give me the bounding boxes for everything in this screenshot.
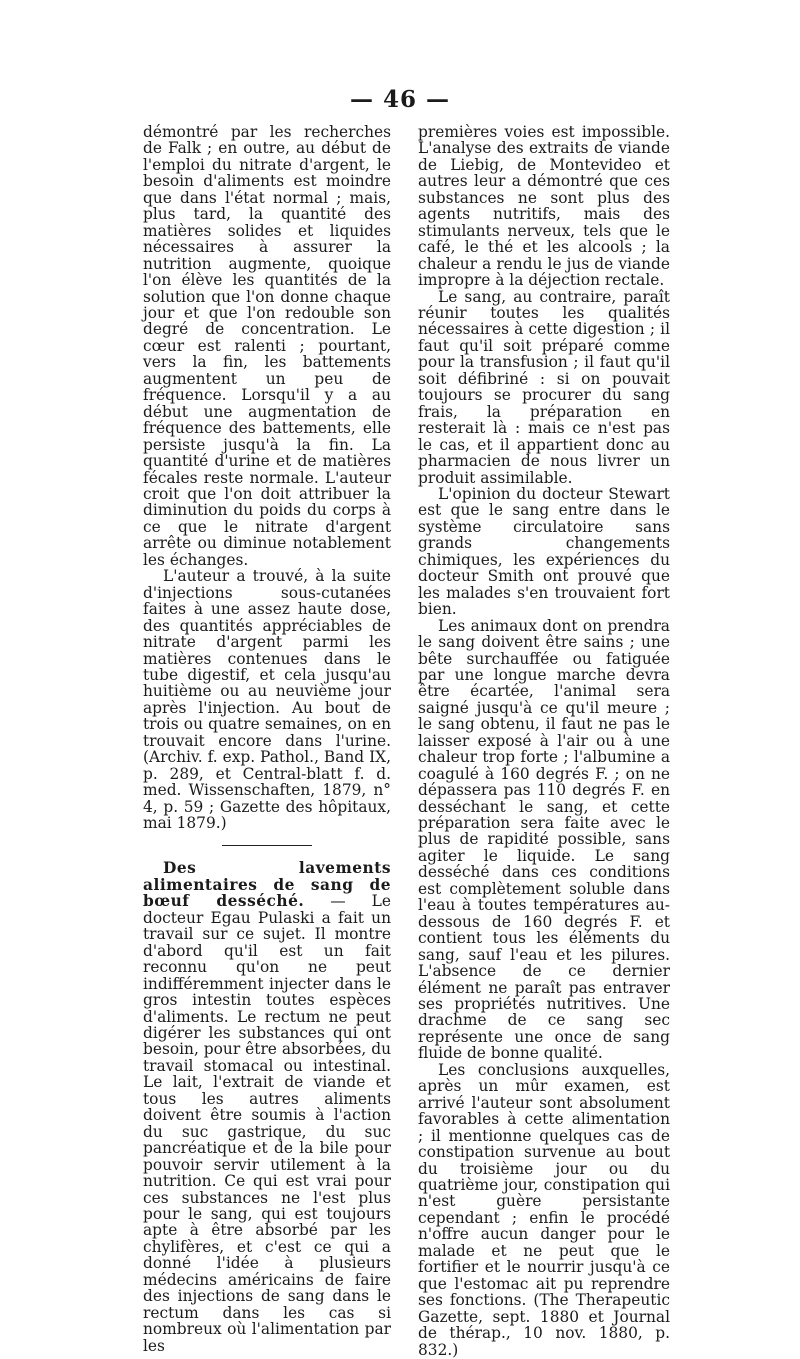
- section-paragraph: [143, 860, 391, 1354]
- paragraph: premières voies est impossible. L'analyse des extraits de viande de Liebig, de Montevideo et autres leur a démontré que ces substances ne sont plus des agents nutritifs, mais des stimulants nerveux, tels que le café, le thé et les alcools ; la chaleur a rendu le jus de viande impropre à la déjection rectale.: [418, 123, 670, 290]
- page-number: — 46 —: [349, 86, 451, 113]
- left-column: [143, 124, 391, 1354]
- paragraph: L'opinion du docteur Stewart est que le sang entre dans le système circulatoire sans grands changements chimiques, les expériences du docteur Smith ont prouvé que les malades s'en trouvaient fort bien.: [418, 484, 670, 619]
- paragraph: Les animaux dont on prendra le sang doivent être sains ; une bête surchauffée ou fatiguée par une longue marche devra être écartée, l'animal sera saigné jusqu'à ce qu'il meure ; le sang obtenu, il faut ne pas le laisser exposé à l'air ou à une chaleur trop forte ; l'albumine a coagulé à 160 degrés F. ; on ne dépassera pas 110 degrés F. en desséchant le sang, et cette préparation sera faite avec le plus de rapidité possible, sans agiter le liquide. Le sang desséché dans ces conditions est complètement soluble dans l'eau à toutes températures au-dessous de 160 degrés F. et contient tous les éléments du sang, sauf l'eau et les pilures. L'absence de ce dernier élément ne paraît pas entraver ses propriétés nutritives. Une drachme de ce sang sec représente une once de sang fluide de bonne qualité.: [418, 616, 670, 1063]
- paragraph: démontré par les recherches de Falk ; en outre, au début de l'emploi du nitrate d'argent, le besoin d'aliments est moindre que dans l'état normal ; mais, plus tard, la quantité des matières solides et liquides nécessaires à assurer la nutrition augmente, quoique l'on élève les quantités de la solution que l'on donne chaque jour et que l'on redouble son degré de concentration. Le cœur est ralenti ; pourtant, vers la fin, les battements augmentent un peu de fréquence. Lorsqu'il y a au début une augmentation de fréquence des battements, elle persiste jusqu'à la fin. La quantité d'urine et de matières fécales reste normale. L'auteur croit que l'on doit attribuer la diminution du poids du corps à ce que le nitrate d'argent arrête ou diminue notablement les échanges.: [143, 123, 391, 569]
- section-heading: Des lavements alimentaires de sang de bœuf desséché.: [143, 859, 391, 911]
- paragraph: Le sang, au contraire, paraît réunir toutes les qualités nécessaires à cette digestion ; il faut qu'il soit préparé comme pour la transfusion ; il faut qu'il soit défibriné : si on pouvait toujours se procurer du sang frais, la préparation en resterait là : mais ce n'est pas le cas, et il appartient donc au pharmacien de nous livrer un produit assimilable.: [418, 287, 670, 487]
- right-column: [418, 124, 670, 1358]
- section-text: — Le docteur Egau Pulaski a fait un travail sur ce sujet. Il montre d'abord qu'il est un fait reconnu qu'on ne peut indifféremment injecter dans le gros intestin toutes espèces d'aliments. Le rectum ne peut digérer les substances qui ont besoin, pour être absorbées, du travail stomacal ou intestinal. Le lait, l'extrait de viande et tous les autres aliments doivent être soumis à l'action du suc gastrique, du suc pancréatique et de la bile pour pouvoir servir utilement à la nutrition. Ce qui est vrai pour ces substances ne l'est plus pour le sang, qui est toujours apte à être absorbé par les chylifères, et c'est ce qui a donné l'idée à plusieurs médecins américains de faire des injections de sang dans le rectum dans les cas si nombreux où l'alimentation par les: [143, 892, 391, 1355]
- section-divider: [222, 845, 312, 846]
- paragraph: Les conclusions auxquelles, après un mûr examen, est arrivé l'auteur sont absolument favorables à cette alimentation ; il mentionne quelques cas de constipation survenue au bout du troisième jour ou du quatrième jour, constipation qui n'est guère persistante cependant ; enfin le procédé n'offre aucun danger pour le malade et ne peut que le fortifier et le nourrir jusqu'à ce que l'estomac ait pu reprendre ses fonctions. (The Therapeutic Gazette, sept. 1880 et Journal de thérap., 10 nov. 1880, p. 832.): [418, 1060, 670, 1359]
- paragraph: L'auteur a trouvé, à la suite d'injections sous-cutanées faites à une assez haute dose, des quantités appréciables de nitrate d'argent parmi les matières contenues dans le tube digestif, et cela jusqu'au huitième ou au neuvième jour après l'injection. Au bout de trois ou quatre semaines, on en trouvait encore dans l'urine. (Archiv. f. exp. Pathol., Band IX, p. 289, et Central-blatt f. d. med. Wissenschaften, 1879, n° 4, p. 59 ; Gazette des hôpitaux, mai 1879.): [143, 567, 391, 833]
